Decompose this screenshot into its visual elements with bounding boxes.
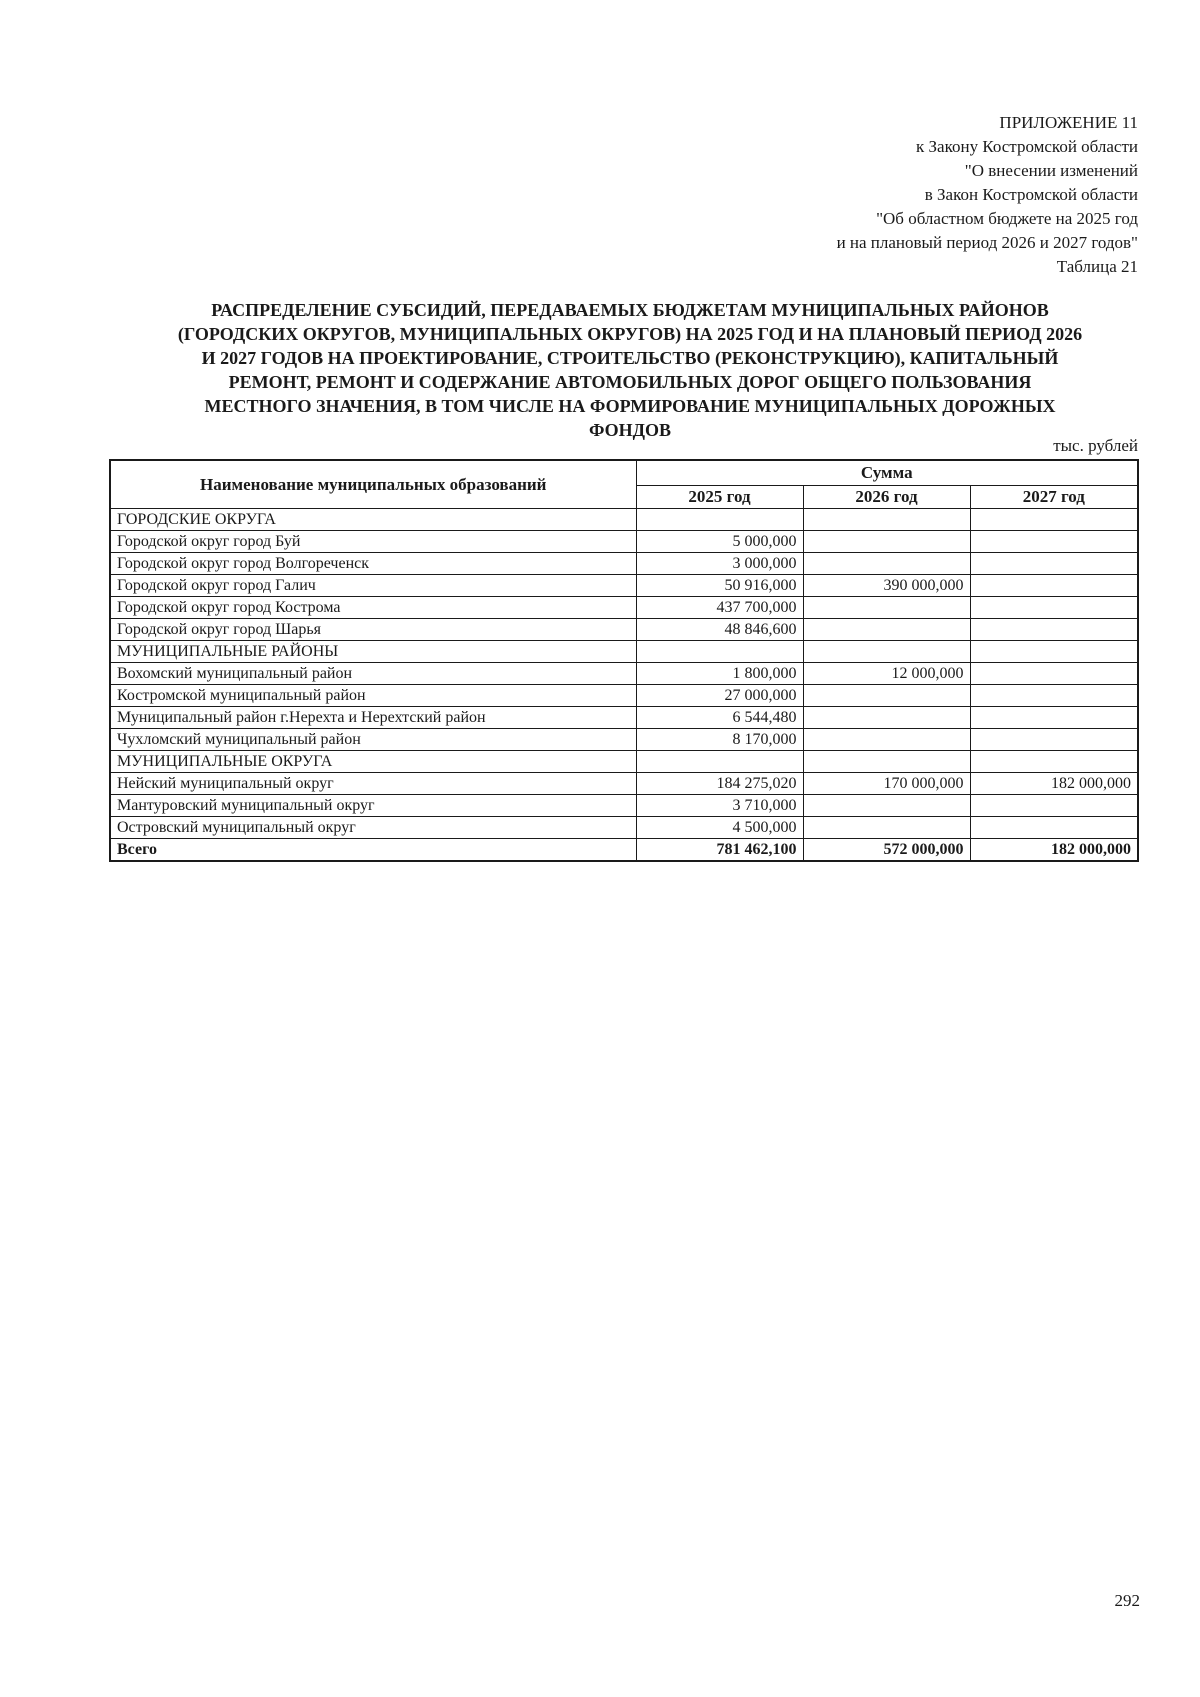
law-reference: к Закону Костромской области: [916, 137, 1138, 156]
column-header-2026: 2026 год: [803, 486, 970, 509]
value-2025: 50 916,000: [636, 575, 803, 597]
value-2025: 3 710,000: [636, 795, 803, 817]
value-2026: [803, 553, 970, 575]
table-row: [110, 751, 1138, 773]
value-2027: 182 000,000: [970, 773, 1138, 795]
value-2026: [803, 597, 970, 619]
value-2026: 170 000,000: [803, 773, 970, 795]
row-name: Вохомский муниципальный район: [110, 663, 636, 685]
value-2025: 6 544,480: [636, 707, 803, 729]
value-2027: [970, 685, 1138, 707]
column-header-2027: 2027 год: [970, 486, 1138, 509]
law-title-line-4: и на плановый период 2026 и 2027 годов": [836, 233, 1138, 252]
value-2025: 48 846,600: [636, 619, 803, 641]
value-2026: [803, 619, 970, 641]
table-row: [110, 509, 1138, 531]
value-2026: [803, 817, 970, 839]
value-2025: [636, 751, 803, 773]
law-title-line-3: "Об областном бюджете на 2025 год: [876, 209, 1138, 228]
table-row: [110, 663, 1138, 685]
value-2027: [970, 729, 1138, 751]
column-header-name: Наименование муниципальных образований: [110, 460, 636, 509]
row-name: Городской округ город Буй: [110, 531, 636, 553]
column-header-sum: Сумма: [636, 460, 1138, 486]
table-number: Таблица 21: [1056, 257, 1138, 276]
table-row: [110, 619, 1138, 641]
value-2026: [803, 641, 970, 663]
value-2026: [803, 685, 970, 707]
value-2025: 437 700,000: [636, 597, 803, 619]
table-row: [110, 817, 1138, 839]
row-name: ГОРОДСКИЕ ОКРУГА: [110, 509, 636, 531]
row-name: МУНИЦИПАЛЬНЫЕ РАЙОНЫ: [110, 641, 636, 663]
value-2026: 12 000,000: [803, 663, 970, 685]
table-row: [110, 575, 1138, 597]
value-2026: [803, 531, 970, 553]
row-name: Городской округ город Галич: [110, 575, 636, 597]
row-name: Островский муниципальный округ: [110, 817, 636, 839]
subsidy-table: [109, 459, 1139, 862]
appendix-header: [837, 111, 1138, 279]
value-2026: [803, 707, 970, 729]
appendix-label: ПРИЛОЖЕНИЕ 11: [999, 113, 1138, 132]
subsidy-table-container: [109, 459, 1137, 862]
document-title: [105, 298, 1155, 442]
table-row: [110, 641, 1138, 663]
value-2026: [803, 751, 970, 773]
table-row: [110, 773, 1138, 795]
title-line: (ГОРОДСКИХ ОКРУГОВ, МУНИЦИПАЛЬНЫХ ОКРУГОВ) НА 2025 ГОД И НА ПЛАНОВЫЙ ПЕРИОД 2026: [177, 324, 1083, 344]
row-name: Чухломский муниципальный район: [110, 729, 636, 751]
value-2027: [970, 553, 1138, 575]
title-line: ФОНДОВ: [588, 420, 672, 440]
value-2027: [970, 597, 1138, 619]
value-2025: 3 000,000: [636, 553, 803, 575]
row-name: Нейский муниципальный округ: [110, 773, 636, 795]
value-2025: 8 170,000: [636, 729, 803, 751]
table-row: [110, 795, 1138, 817]
title-line: РАСПРЕДЕЛЕНИЕ СУБСИДИЙ, ПЕРЕДАВАЕМЫХ БЮДЖЕТАМ МУНИЦИПАЛЬНЫХ РАЙОНОВ: [211, 300, 1049, 320]
title-line: РЕМОНТ, РЕМОНТ И СОДЕРЖАНИЕ АВТОМОБИЛЬНЫХ ДОРОГ ОБЩЕГО ПОЛЬЗОВАНИЯ: [228, 372, 1032, 392]
table-row: [110, 729, 1138, 751]
value-2027: [970, 641, 1138, 663]
total-2027: 182 000,000: [970, 839, 1138, 862]
value-2026: 390 000,000: [803, 575, 970, 597]
value-2027: [970, 817, 1138, 839]
title-line: МЕСТНОГО ЗНАЧЕНИЯ, В ТОМ ЧИСЛЕ НА ФОРМИРОВАНИЕ МУНИЦИПАЛЬНЫХ ДОРОЖНЫХ: [204, 396, 1056, 416]
value-2025: [636, 641, 803, 663]
total-row: [110, 839, 1138, 862]
row-name: Городской округ город Волгореченск: [110, 553, 636, 575]
value-2027: [970, 707, 1138, 729]
row-name: МУНИЦИПАЛЬНЫЕ ОКРУГА: [110, 751, 636, 773]
row-name: Костромской муниципальный район: [110, 685, 636, 707]
row-name: Мантуровский муниципальный округ: [110, 795, 636, 817]
value-2027: [970, 509, 1138, 531]
value-2027: [970, 795, 1138, 817]
table-row: [110, 707, 1138, 729]
value-2025: 1 800,000: [636, 663, 803, 685]
row-name: Городской округ город Кострома: [110, 597, 636, 619]
table-body: [110, 509, 1138, 862]
page-number: 292: [1114, 1591, 1140, 1610]
value-2025: 4 500,000: [636, 817, 803, 839]
value-2025: 184 275,020: [636, 773, 803, 795]
value-2025: 27 000,000: [636, 685, 803, 707]
row-name: Городской округ город Шарья: [110, 619, 636, 641]
value-2025: 5 000,000: [636, 531, 803, 553]
value-2026: [803, 509, 970, 531]
total-label: Всего: [110, 839, 636, 862]
value-2025: [636, 509, 803, 531]
table-row: [110, 531, 1138, 553]
value-2027: [970, 575, 1138, 597]
value-2026: [803, 729, 970, 751]
value-2026: [803, 795, 970, 817]
value-2027: [970, 619, 1138, 641]
total-2026: 572 000,000: [803, 839, 970, 862]
value-2027: [970, 751, 1138, 773]
table-row: [110, 553, 1138, 575]
value-2027: [970, 531, 1138, 553]
total-2025: 781 462,100: [636, 839, 803, 862]
table-row: [110, 597, 1138, 619]
table-row: [110, 685, 1138, 707]
title-line: И 2027 ГОДОВ НА ПРОЕКТИРОВАНИЕ, СТРОИТЕЛЬСТВО (РЕКОНСТРУКЦИЮ), КАПИТАЛЬНЫЙ: [201, 348, 1059, 368]
value-2027: [970, 663, 1138, 685]
law-title-line-1: "О внесении изменений: [964, 161, 1138, 180]
column-header-2025: 2025 год: [636, 486, 803, 509]
law-title-line-2: в Закон Костромской области: [924, 185, 1138, 204]
units-label: тыс. рублей: [1053, 436, 1138, 455]
row-name: Муниципальный район г.Нерехта и Нерехтский район: [110, 707, 636, 729]
